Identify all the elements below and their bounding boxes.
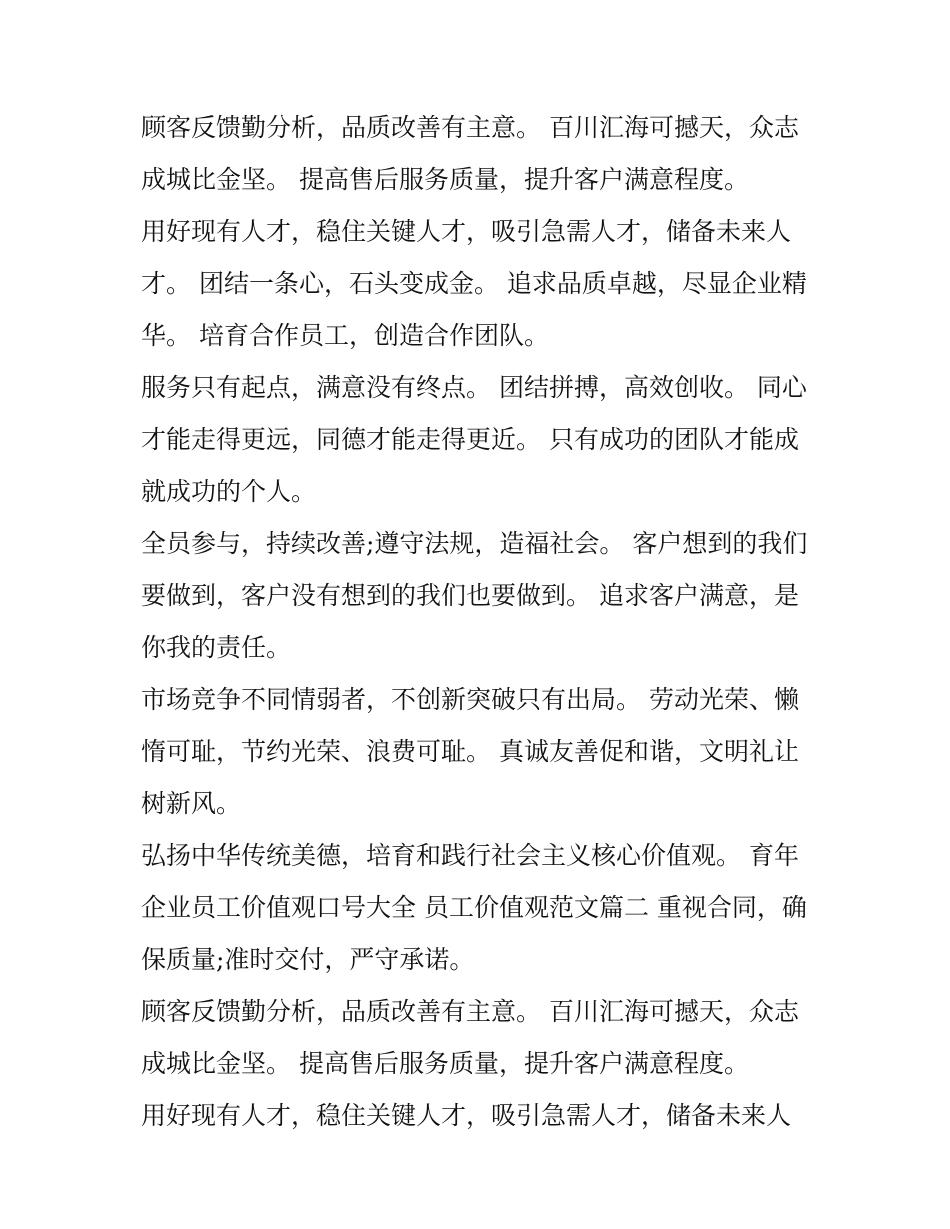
paragraph-2: 用好现有人才，稳住关键人才，吸引急需人才，储备未来人 才。 团结一条心，石头变成金。 追求品质卓越，尽显企业精 华。 培育合作员工，创造合作团队。 (141, 217, 807, 350)
paragraph-4: 全员参与，持续改善;遵守法规，造福社会。 客户想到的我们 要做到，客户没有想到的我们也要做到。 追求客户满意，是 你我的责任。 (141, 529, 808, 662)
paragraph-5: 市场竞争不同情弱者，不创新突破只有出局。 劳动光荣、懒 惰可耻，节约光荣、浪费可耻。 真诚友善促和谐，文明礼让 树新风。 (141, 685, 799, 818)
paragraph-7: 顾客反馈勤分析，品质改善有主意。 百川汇海可撼天，众志 成城比金坚。 提高售后服务质量，提升客户满意程度。 (141, 997, 799, 1078)
paragraph-6: 弘扬中华传统美德，培育和践行社会主义核心价值观。 育年 企业员工价值观口号大全 员工价值观范文篇二 重视合同，确 保质量;准时交付，严守承诺。 (141, 841, 807, 974)
document-body (141, 102, 811, 1142)
paragraph-3: 服务只有起点，满意没有终点。 团结拼搏，高效创收。 同心 才能走得更远，同德才能走得更近。 只有成功的团队才能成 就成功的个人。 (141, 373, 807, 506)
paragraph-1: 顾客反馈勤分析，品质改善有主意。 百川汇海可撼天，众志 成城比金坚。 提高售后服务质量，提升客户满意程度。 (141, 113, 799, 194)
paragraph-8: 用好现有人才，稳住关键人才，吸引急需人才，储备未来人 (141, 1101, 792, 1130)
